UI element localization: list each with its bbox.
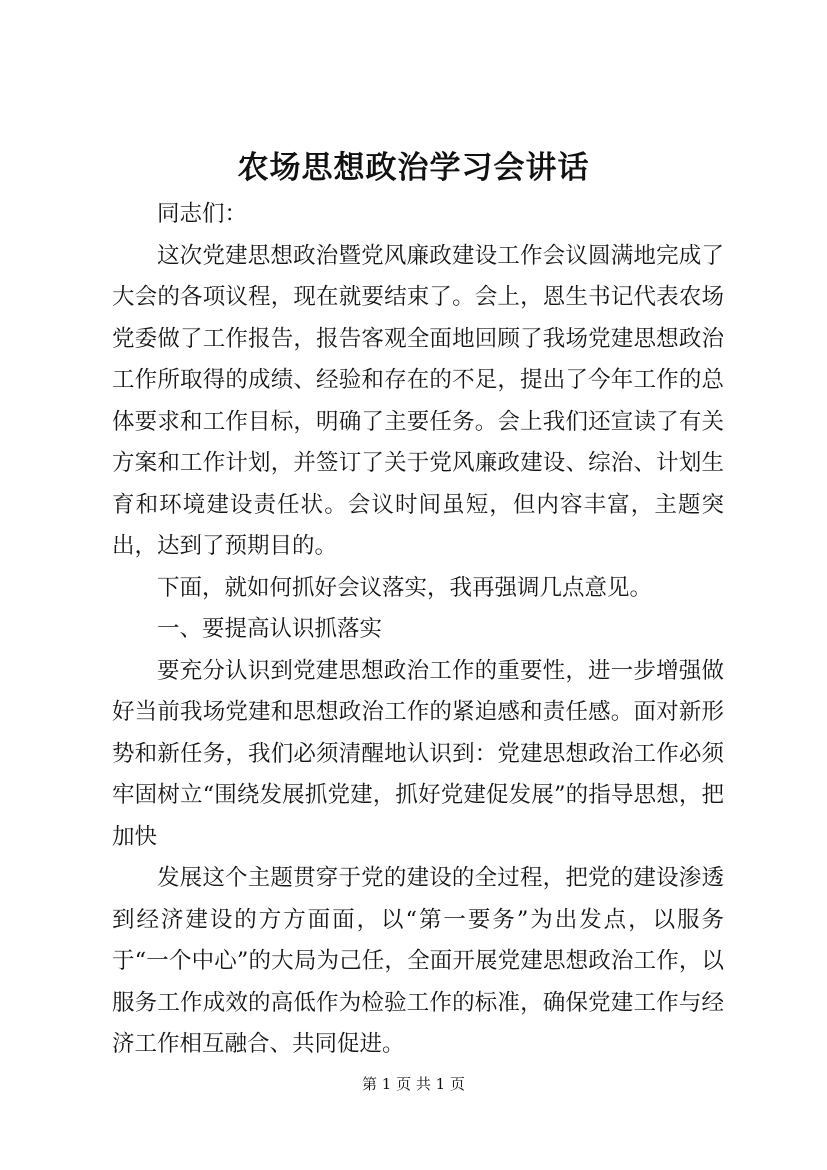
document-title: 农场思想政治学习会讲话 <box>237 150 590 186</box>
paragraph-1: 这次党建思想政治暨党风廉政建设工作会议圆满地完成了大会的各项议程，现在就要结束了。会上，恩生书记代表农场党委做了工作报告，报告客观全面地回顾了我场党建思想政治工作所取得的成绩、经验和存在的不足，提出了今年工作的总体要求和工作目标，明确了主要任务。会上我们还宣读了有关方案和工作计划，并签订了关于党风廉政建设、综治、计划生育和环境建设责任状。会议时间虽短，但内容丰富，主题突出，达到了预期目的。 <box>112 242 724 559</box>
greeting: 同志们： <box>157 201 248 227</box>
paragraph-2: 下面，就如何抓好会议落实，我再强调几点意见。 <box>157 574 653 601</box>
document-body <box>112 194 724 1066</box>
paragraph-3: 要充分认识到党建思想政治工作的重要性，进一步增强做好当前我场党建和思想政治工作的紧迫感和责任感。面对新形势和新任务，我们必须清醒地认识到：党建思想政治工作必须牢固树立“围绕发展抓党建，抓好党建促发展”的指导思想，把加快 <box>112 657 724 850</box>
page-number-footer: 第 1 页 共 1 页 <box>362 1075 465 1093</box>
paragraph-4: 发展这个主题贯穿于党的建设的全过程，把党的建设渗透到经济建设的方方面面，以“第一要务”为出发点，以服务于“一个中心”的大局为己任，全面开展党建思想政治工作，以服务工作成效的高低作为检验工作的标准，确保党建工作与经济工作相互融合、共同促进。 <box>112 865 724 1057</box>
section-heading: 一、要提高认识抓落实 <box>157 616 383 642</box>
